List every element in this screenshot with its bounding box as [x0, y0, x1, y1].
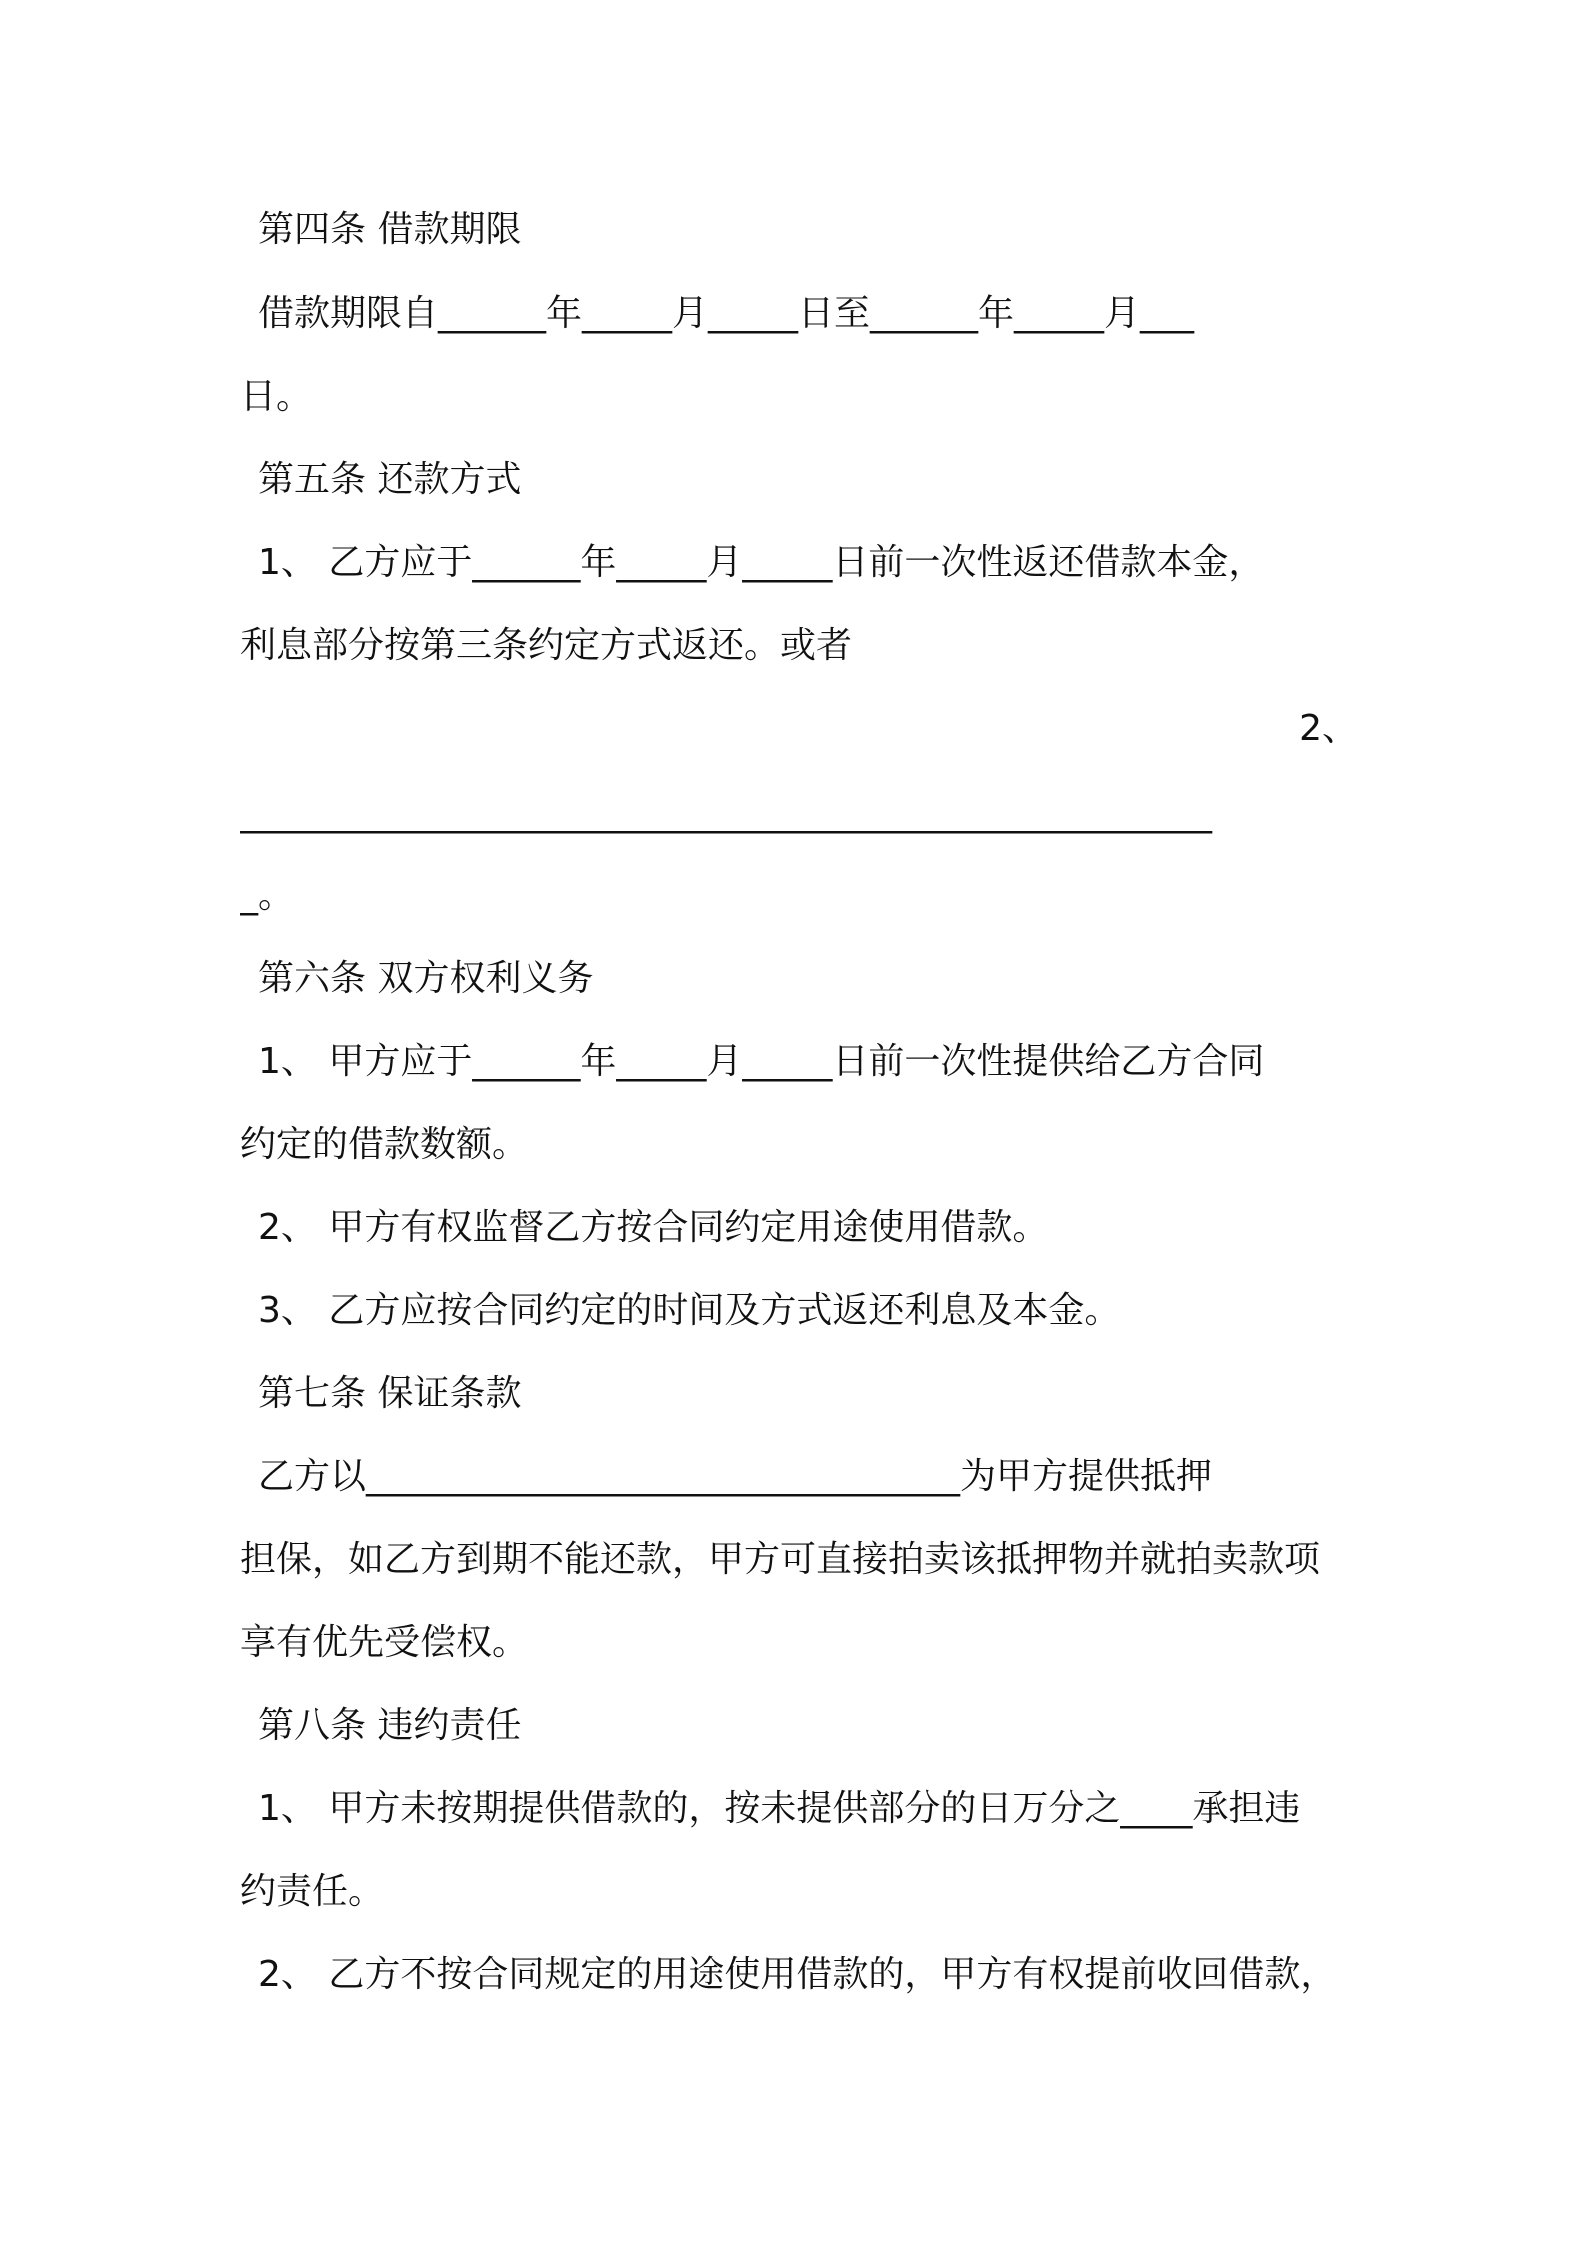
article-7-paragraph-end: 享有优先受偿权。: [240, 1622, 529, 1663]
article-6-item-2: 2、 甲方有权监督乙方按合同约定用途使用借款。: [258, 1207, 1049, 1248]
article-7-paragraph-continued: 担保，如乙方到期不能还款，甲方可直接拍卖该抵押物并就拍卖款项: [240, 1539, 1321, 1580]
article-6-item-1-continued: 约定的借款数额。: [240, 1124, 529, 1165]
article-6-title: 第六条 双方权利义务: [258, 958, 594, 999]
article-5-item-2-end: _。: [240, 875, 295, 916]
article-4-paragraph-end: 日。: [240, 376, 313, 417]
article-5-item-2-blank: ______________________________________________________: [240, 793, 1212, 834]
article-7-title: 第七条 保证条款: [258, 1373, 522, 1414]
article-6-item-3: 3、 乙方应按合同约定的时间及方式返还利息及本金。: [258, 1290, 1121, 1331]
article-5-item-1: 1、 乙方应于______年_____月_____日前一次性返还借款本金，: [258, 542, 1265, 583]
article-6-item-1: 1、 甲方应于______年_____月_____日前一次性提供给乙方合同: [258, 1041, 1265, 1082]
article-5-item-2-number: 2、: [1299, 708, 1358, 749]
article-4-title: 第四条 借款期限: [258, 209, 522, 250]
article-8-title: 第八条 违约责任: [258, 1705, 522, 1746]
article-8-item-1: 1、 甲方未按期提供借款的，按未提供部分的日万分之____承担违: [258, 1788, 1301, 1829]
article-8-item-1-continued: 约责任。: [240, 1871, 385, 1912]
article-5-title: 第五条 还款方式: [258, 459, 522, 500]
article-5-item-1-continued: 利息部分按第三条约定方式返还。或者: [240, 625, 853, 666]
article-7-paragraph: 乙方以_________________________________为甲方提供抵押: [258, 1456, 1213, 1497]
article-4-paragraph: 借款期限自______年_____月_____日至______年_____月___: [258, 293, 1195, 334]
article-8-item-2: 2、 乙方不按合同规定的用途使用借款的，甲方有权提前收回借款，: [258, 1954, 1337, 1995]
